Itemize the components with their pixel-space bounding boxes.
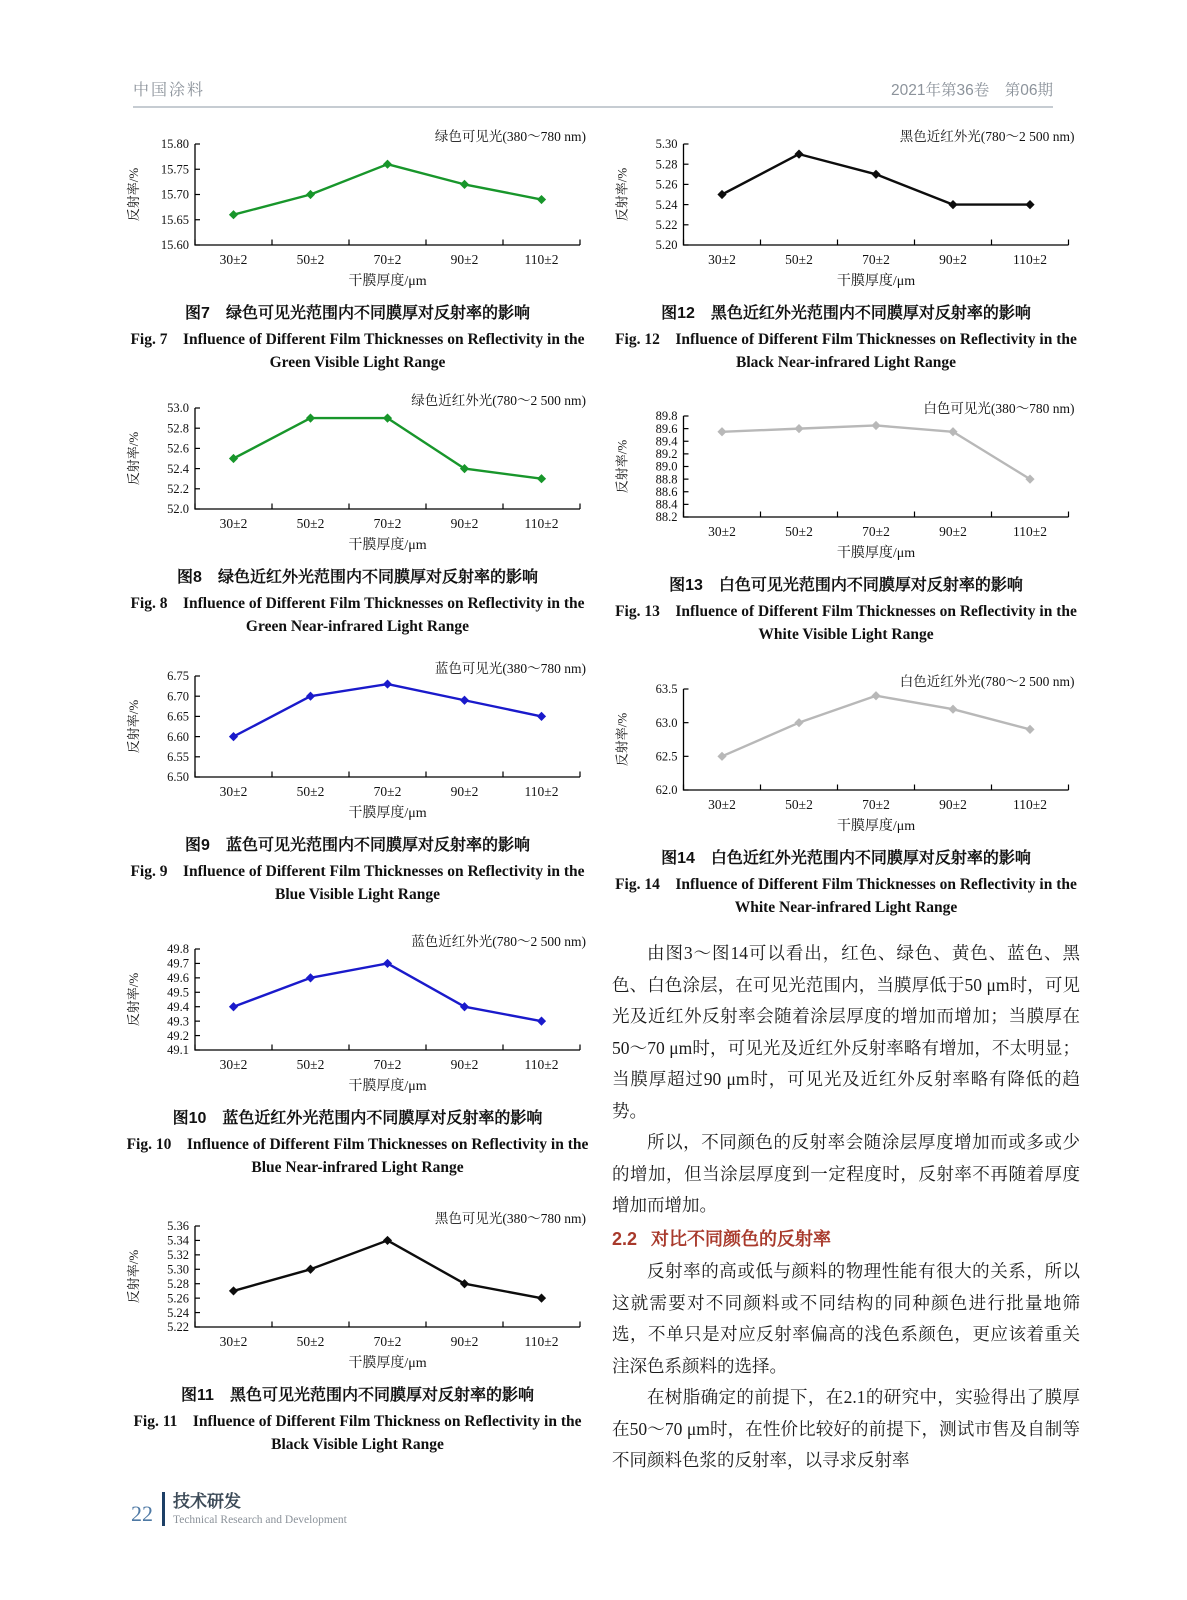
svg-text:30±2: 30±2 <box>219 1334 248 1349</box>
fig12-line-chart <box>612 128 1080 293</box>
svg-text:49.4: 49.4 <box>167 999 189 1014</box>
svg-text:15.80: 15.80 <box>160 137 189 152</box>
fig9-caption <box>125 834 590 907</box>
svg-text:90±2: 90±2 <box>450 252 479 267</box>
svg-text:绿色近红外光(780～2 500 nm): 绿色近红外光(780～2 500 nm) <box>411 393 586 408</box>
journal-issue: 2021年第36卷 第06期 <box>891 82 1053 99</box>
paragraph-3: 反射率的高或低与颜料的物理性能有很大的关系，所以这就需要对不同颜料或不同结构的同种颜色进行批量地筛选，不单只是对应反射率偏高的浅色系颜色，更应该着重关注深色系颜料的选择。 <box>612 1261 1080 1376</box>
svg-text:90±2: 90±2 <box>450 784 479 799</box>
svg-text:5.32: 5.32 <box>167 1248 189 1263</box>
fig12-caption-zh: 图12 黑色近红外光范围内不同膜厚对反射率的影响 <box>661 305 1031 322</box>
svg-text:6.55: 6.55 <box>167 750 189 764</box>
svg-text:110±2: 110±2 <box>524 252 559 267</box>
figure-11 <box>125 1210 590 1457</box>
svg-text:5.34: 5.34 <box>167 1233 189 1248</box>
fig7-caption-en: Fig. 7 Influence of Different Film Thicknesses on Reflectivity in the Green Visible Light Range <box>130 331 585 372</box>
svg-text:白色近红外光(780～2 500 nm): 白色近红外光(780～2 500 nm) <box>899 674 1075 689</box>
svg-text:干膜厚度/μm: 干膜厚度/μm <box>348 1079 427 1094</box>
svg-text:90±2: 90±2 <box>450 1334 479 1349</box>
svg-text:70±2: 70±2 <box>373 252 402 267</box>
fig10-line-chart <box>125 933 590 1098</box>
svg-text:5.22: 5.22 <box>167 1320 189 1335</box>
svg-text:90±2: 90±2 <box>450 516 479 531</box>
svg-text:52.4: 52.4 <box>167 461 189 476</box>
figure-10 <box>125 933 590 1180</box>
figure-8 <box>125 392 590 639</box>
fig13-caption <box>612 574 1080 647</box>
svg-text:110±2: 110±2 <box>524 1057 559 1072</box>
svg-text:黑色近红外光(780～2 500 nm): 黑色近红外光(780～2 500 nm) <box>899 129 1075 144</box>
svg-text:30±2: 30±2 <box>219 252 248 267</box>
fig8-caption-zh: 图8 绿色近红外光范围内不同膜厚对反射率的影响 <box>177 569 538 586</box>
svg-text:88.2: 88.2 <box>655 510 678 525</box>
svg-text:88.6: 88.6 <box>655 484 678 499</box>
fig14-line-chart <box>612 673 1080 838</box>
svg-text:110±2: 110±2 <box>524 784 559 799</box>
svg-text:15.75: 15.75 <box>160 162 189 177</box>
svg-text:5.22: 5.22 <box>655 218 678 232</box>
svg-text:49.2: 49.2 <box>167 1028 189 1043</box>
section-title: 对比不同颜色的反射率 <box>651 1228 832 1249</box>
svg-text:50±2: 50±2 <box>296 516 325 531</box>
svg-text:反射率/%: 反射率/% <box>614 167 630 222</box>
svg-text:30±2: 30±2 <box>708 797 736 812</box>
svg-text:30±2: 30±2 <box>219 1057 248 1072</box>
body-text <box>612 938 1080 1477</box>
fig10-caption-en: Fig. 10 Influence of Different Film Thicknesses on Reflectivity in the Blue Near-infrared Light Range <box>126 1136 589 1177</box>
svg-text:30±2: 30±2 <box>219 516 248 531</box>
fig12-caption <box>612 302 1080 375</box>
svg-text:70±2: 70±2 <box>373 1334 402 1349</box>
svg-text:白色可见光(380～780 nm): 白色可见光(380～780 nm) <box>923 401 1075 416</box>
figure-14 <box>612 673 1080 920</box>
footer-label-zh: 技术研发 <box>173 1492 241 1511</box>
svg-text:90±2: 90±2 <box>450 1057 479 1072</box>
svg-text:49.1: 49.1 <box>167 1043 189 1058</box>
paragraph-4: 在树脂确定的前提下，在2.1的研究中，实验得出了膜厚在50～70 μm时，在性价比较好的前提下，测试市售及自制等不同颜料色浆的反射率，以寻求反射率 <box>612 1387 1080 1471</box>
fig10-caption-zh: 图10 蓝色近红外光范围内不同膜厚对反射率的影响 <box>172 1110 543 1127</box>
svg-text:110±2: 110±2 <box>1013 252 1047 267</box>
svg-text:52.0: 52.0 <box>167 502 189 517</box>
svg-text:干膜厚度/μm: 干膜厚度/μm <box>348 1356 427 1371</box>
fig14-caption-zh: 图14 白色近红外光范围内不同膜厚对反射率的影响 <box>661 850 1031 867</box>
page-footer <box>131 1492 347 1526</box>
svg-text:89.0: 89.0 <box>655 459 678 474</box>
fig11-line-chart <box>125 1210 590 1375</box>
fig7-caption <box>125 302 590 375</box>
fig12-caption-en: Fig. 12 Influence of Different Film Thicknesses on Reflectivity in the Black Near-infrared Light Range <box>615 331 1077 372</box>
svg-text:90±2: 90±2 <box>939 252 967 267</box>
svg-text:89.8: 89.8 <box>655 409 678 424</box>
svg-text:70±2: 70±2 <box>373 784 402 799</box>
page-number: 22 <box>131 1501 153 1527</box>
svg-text:反射率/%: 反射率/% <box>614 439 630 494</box>
svg-text:5.24: 5.24 <box>655 197 678 212</box>
svg-text:49.7: 49.7 <box>167 956 189 971</box>
svg-text:15.65: 15.65 <box>160 212 189 227</box>
svg-text:15.60: 15.60 <box>160 238 189 253</box>
svg-text:49.5: 49.5 <box>167 985 189 1000</box>
svg-text:110±2: 110±2 <box>524 1334 559 1349</box>
section-number: 2.2 <box>612 1228 638 1249</box>
fig9-caption-en: Fig. 9 Influence of Different Film Thicknesses on Reflectivity in the Blue Visible Light Range <box>130 863 585 904</box>
svg-text:70±2: 70±2 <box>373 516 402 531</box>
svg-text:15.70: 15.70 <box>160 187 189 202</box>
svg-text:50±2: 50±2 <box>296 1334 325 1349</box>
svg-text:5.30: 5.30 <box>167 1262 189 1277</box>
figure-13 <box>612 400 1080 647</box>
svg-text:干膜厚度/μm: 干膜厚度/μm <box>836 819 916 834</box>
svg-text:70±2: 70±2 <box>862 252 890 267</box>
svg-text:干膜厚度/μm: 干膜厚度/μm <box>348 806 427 821</box>
footer-label-en: Technical Research and Development <box>173 1514 347 1527</box>
svg-text:反射率/%: 反射率/% <box>126 1249 141 1304</box>
fig13-caption-zh: 图13 白色可见光范围内不同膜厚对反射率的影响 <box>669 577 1023 594</box>
svg-text:干膜厚度/μm: 干膜厚度/μm <box>348 274 427 289</box>
fig8-caption <box>125 566 590 639</box>
svg-text:反射率/%: 反射率/% <box>126 167 141 222</box>
svg-text:110±2: 110±2 <box>524 516 559 531</box>
fig8-line-chart <box>125 392 590 557</box>
svg-text:6.60: 6.60 <box>167 729 189 744</box>
svg-text:30±2: 30±2 <box>708 252 736 267</box>
svg-text:63.0: 63.0 <box>655 715 678 730</box>
svg-text:干膜厚度/μm: 干膜厚度/μm <box>836 274 916 289</box>
svg-text:30±2: 30±2 <box>219 784 248 799</box>
svg-text:88.4: 88.4 <box>655 497 678 512</box>
fig14-caption <box>612 847 1080 920</box>
svg-text:50±2: 50±2 <box>785 252 813 267</box>
svg-text:52.6: 52.6 <box>167 441 189 456</box>
svg-text:52.2: 52.2 <box>167 482 189 496</box>
svg-text:52.8: 52.8 <box>167 421 189 436</box>
svg-text:63.5: 63.5 <box>655 682 678 697</box>
page-header <box>133 78 1053 108</box>
svg-text:50±2: 50±2 <box>296 1057 325 1072</box>
svg-text:50±2: 50±2 <box>296 252 325 267</box>
svg-text:5.26: 5.26 <box>655 177 678 192</box>
fig14-caption-en: Fig. 14 Influence of Different Film Thicknesses on Reflectivity in the White Near-infrared Light Range <box>615 876 1077 917</box>
svg-text:50±2: 50±2 <box>785 524 813 539</box>
svg-text:反射率/%: 反射率/% <box>126 699 141 754</box>
figure-7 <box>125 128 590 375</box>
fig13-caption-en: Fig. 13 Influence of Different Film Thicknesses on Reflectivity in the White Visible Light Range <box>615 603 1077 644</box>
fig10-caption <box>125 1107 590 1180</box>
svg-text:6.50: 6.50 <box>167 770 189 785</box>
fig13-line-chart <box>612 400 1080 565</box>
svg-text:5.26: 5.26 <box>167 1291 189 1306</box>
svg-text:绿色可见光(380～780 nm): 绿色可见光(380～780 nm) <box>434 129 586 144</box>
svg-text:70±2: 70±2 <box>862 797 890 812</box>
journal-title: 中国涂料 <box>133 82 206 99</box>
svg-text:蓝色可见光(380～780 nm): 蓝色可见光(380～780 nm) <box>434 661 586 676</box>
svg-text:70±2: 70±2 <box>862 524 890 539</box>
svg-text:53.0: 53.0 <box>167 401 189 416</box>
svg-text:干膜厚度/μm: 干膜厚度/μm <box>348 538 427 553</box>
svg-text:110±2: 110±2 <box>1013 524 1047 539</box>
svg-text:50±2: 50±2 <box>296 784 325 799</box>
svg-text:110±2: 110±2 <box>1013 797 1047 812</box>
footer-section-label <box>165 1492 347 1526</box>
svg-text:49.8: 49.8 <box>167 942 189 957</box>
fig7-caption-zh: 图7 绿色可见光范围内不同膜厚对反射率的影响 <box>185 305 530 322</box>
svg-text:62.5: 62.5 <box>655 749 678 764</box>
svg-text:50±2: 50±2 <box>785 797 813 812</box>
figure-9 <box>125 660 590 907</box>
fig8-caption-en: Fig. 8 Influence of Different Film Thicknesses on Reflectivity in the Green Near-infrared Light Range <box>130 595 585 636</box>
svg-text:黑色可见光(380～780 nm): 黑色可见光(380～780 nm) <box>434 1211 586 1226</box>
svg-text:6.70: 6.70 <box>167 689 189 704</box>
fig11-caption <box>125 1384 590 1457</box>
fig11-caption-zh: 图11 黑色可见光范围内不同膜厚对反射率的影响 <box>181 1387 534 1404</box>
svg-text:49.6: 49.6 <box>167 971 189 986</box>
fig7-line-chart <box>125 128 590 293</box>
svg-text:反射率/%: 反射率/% <box>126 972 141 1027</box>
svg-text:反射率/%: 反射率/% <box>614 712 630 767</box>
fig9-line-chart <box>125 660 590 825</box>
svg-text:干膜厚度/μm: 干膜厚度/μm <box>836 546 916 561</box>
svg-text:89.6: 89.6 <box>655 421 678 436</box>
svg-text:30±2: 30±2 <box>708 524 736 539</box>
svg-text:5.30: 5.30 <box>655 137 678 152</box>
svg-text:反射率/%: 反射率/% <box>126 431 141 486</box>
svg-text:5.28: 5.28 <box>655 157 678 172</box>
figure-12 <box>612 128 1080 375</box>
svg-text:5.20: 5.20 <box>655 238 678 253</box>
svg-text:5.24: 5.24 <box>167 1305 189 1320</box>
svg-text:5.28: 5.28 <box>167 1276 189 1291</box>
svg-text:88.8: 88.8 <box>655 472 678 487</box>
svg-text:89.2: 89.2 <box>655 447 678 462</box>
svg-text:90±2: 90±2 <box>939 524 967 539</box>
section-heading-2-2 <box>612 1224 1080 1255</box>
svg-text:蓝色近红外光(780～2 500 nm): 蓝色近红外光(780～2 500 nm) <box>411 934 586 949</box>
fig9-caption-zh: 图9 蓝色可见光范围内不同膜厚对反射率的影响 <box>185 837 530 854</box>
svg-text:5.36: 5.36 <box>167 1219 189 1234</box>
svg-text:89.4: 89.4 <box>655 434 678 449</box>
svg-text:70±2: 70±2 <box>373 1057 402 1072</box>
svg-text:6.65: 6.65 <box>167 709 189 724</box>
svg-text:49.3: 49.3 <box>167 1014 189 1029</box>
paragraph-1: 由图3～图14可以看出，红色、绿色、黄色、蓝色、黑色、白色涂层，在可见光范围内，当膜厚低于50 μm时，可见光及近红外反射率会随着涂层厚度的增加而增加；当膜厚在50～70 μm时，可见光及近红外反射率略有增加，不太明显；当膜厚超过90 μm时，可见光及近红外反射率略有降低的趋势。 <box>612 943 1080 1121</box>
svg-text:90±2: 90±2 <box>939 797 967 812</box>
paragraph-2: 所以，不同颜色的反射率会随涂层厚度增加而或多或少的增加，但当涂层厚度到一定程度时，反射率不再随着厚度增加而增加。 <box>612 1132 1080 1215</box>
svg-text:62.0: 62.0 <box>655 783 678 798</box>
fig11-caption-en: Fig. 11 Influence of Different Film Thickness on Reflectivity in the Black Visible Light Range <box>133 1413 582 1454</box>
svg-text:6.75: 6.75 <box>167 669 189 684</box>
